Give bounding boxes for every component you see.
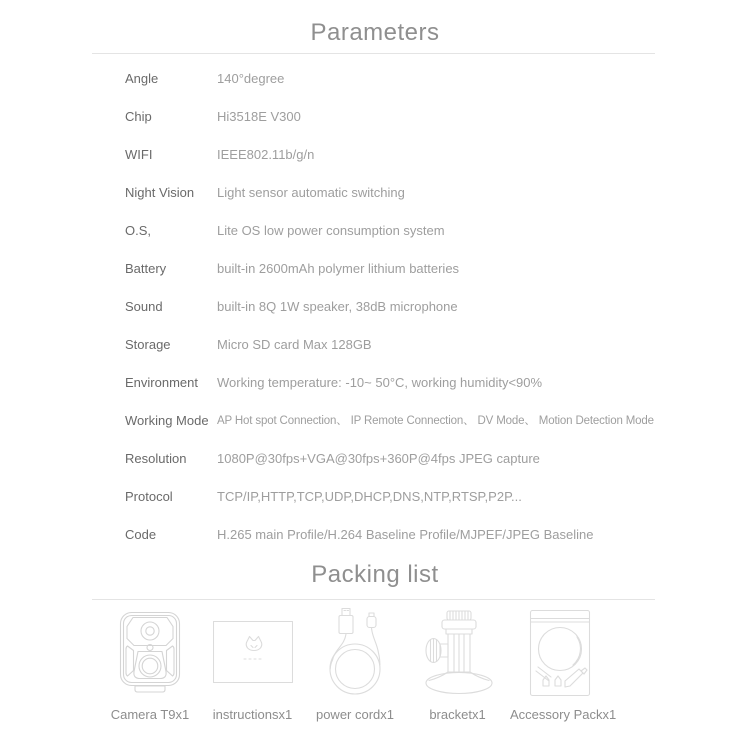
trail-camera-icon: [119, 610, 181, 694]
table-row: [92, 211, 655, 249]
spec-label: Working Mode: [125, 412, 209, 428]
spec-value: Working temperature: -10~ 50°C, working humidity<90%: [217, 374, 543, 390]
table-row: [92, 135, 655, 173]
camera-figure: [100, 606, 200, 698]
spec-value: Lite OS low power consumption system: [217, 222, 445, 238]
list-item: [100, 606, 200, 722]
packing-title: Packing list: [311, 561, 439, 588]
list-item: [510, 606, 617, 722]
spec-label: Angle: [125, 70, 159, 86]
power-cord-figure: [305, 606, 405, 698]
accessory-pack-figure: [510, 606, 610, 698]
spec-label: Code: [125, 526, 157, 542]
spec-value: TCP/IP,HTTP,TCP,UDP,DHCP,DNS,NTP,RTSP,P2P...: [217, 488, 522, 504]
packing-section: [0, 554, 750, 722]
spec-label: WIFI: [125, 146, 153, 162]
table-row: [92, 59, 655, 97]
spec-value: built-in 8Q 1W speaker, 38dB microphone: [217, 298, 458, 314]
list-item: [305, 606, 405, 722]
table-row: [92, 477, 655, 515]
list-item: [203, 606, 303, 722]
spec-label: Resolution: [125, 450, 187, 466]
table-row: [92, 97, 655, 135]
table-row: [92, 249, 655, 287]
pack-item-label: bracketx1: [429, 707, 486, 722]
packing-items-row: [100, 606, 617, 722]
spec-label: Chip: [125, 108, 152, 124]
instructions-figure: [203, 606, 303, 698]
spec-label: Protocol: [125, 488, 173, 504]
table-row: [92, 287, 655, 325]
spec-value: Light sensor automatic switching: [217, 184, 405, 200]
parameters-title: Parameters: [310, 19, 440, 46]
table-row: [92, 515, 655, 553]
spec-value: AP Hot spot Connection、 IP Remote Connection、 DV Mode、 Motion Detection Mode: [217, 415, 654, 427]
table-row: [92, 401, 655, 439]
table-row: [92, 325, 655, 363]
spec-value: Micro SD card Max 128GB: [217, 336, 372, 352]
spec-value: built-in 2600mAh polymer lithium batteries: [217, 260, 460, 276]
spec-table: [0, 54, 750, 553]
spec-value: 1080P@30fps+VGA@30fps+360P@4fps JPEG capture: [217, 450, 540, 466]
spec-value: IEEE802.11b/g/n: [217, 146, 315, 162]
spec-value: H.265 main Profile/H.264 Baseline Profile/MJPEF/JPEG Baseline: [217, 526, 594, 542]
spec-value: Hi3518E V300: [217, 108, 301, 124]
pack-item-label: Accessory Packx1: [510, 707, 617, 722]
instruction-booklet-icon: [213, 621, 293, 683]
list-item: [408, 606, 508, 722]
table-row: [92, 173, 655, 211]
spec-label: Battery: [125, 260, 167, 276]
packing-divider: [92, 599, 655, 600]
usb-cable-icon: [323, 607, 387, 697]
pack-item-label: instructionsx1: [212, 707, 293, 722]
spec-label: Sound: [125, 298, 163, 314]
spec-value: 140°degree: [217, 70, 285, 86]
accessory-bag-icon: [529, 607, 591, 697]
pack-item-label: Camera T9x1: [110, 707, 190, 722]
mount-bracket-icon: [419, 609, 497, 695]
table-row: [92, 439, 655, 477]
spec-label: Night Vision: [125, 184, 195, 200]
bracket-figure: [408, 606, 508, 698]
spec-label: Environment: [125, 374, 198, 390]
spec-label: O.S,: [125, 222, 152, 238]
spec-label: Storage: [125, 336, 171, 352]
table-row: [92, 363, 655, 401]
pack-item-label: power cordx1: [315, 707, 395, 722]
